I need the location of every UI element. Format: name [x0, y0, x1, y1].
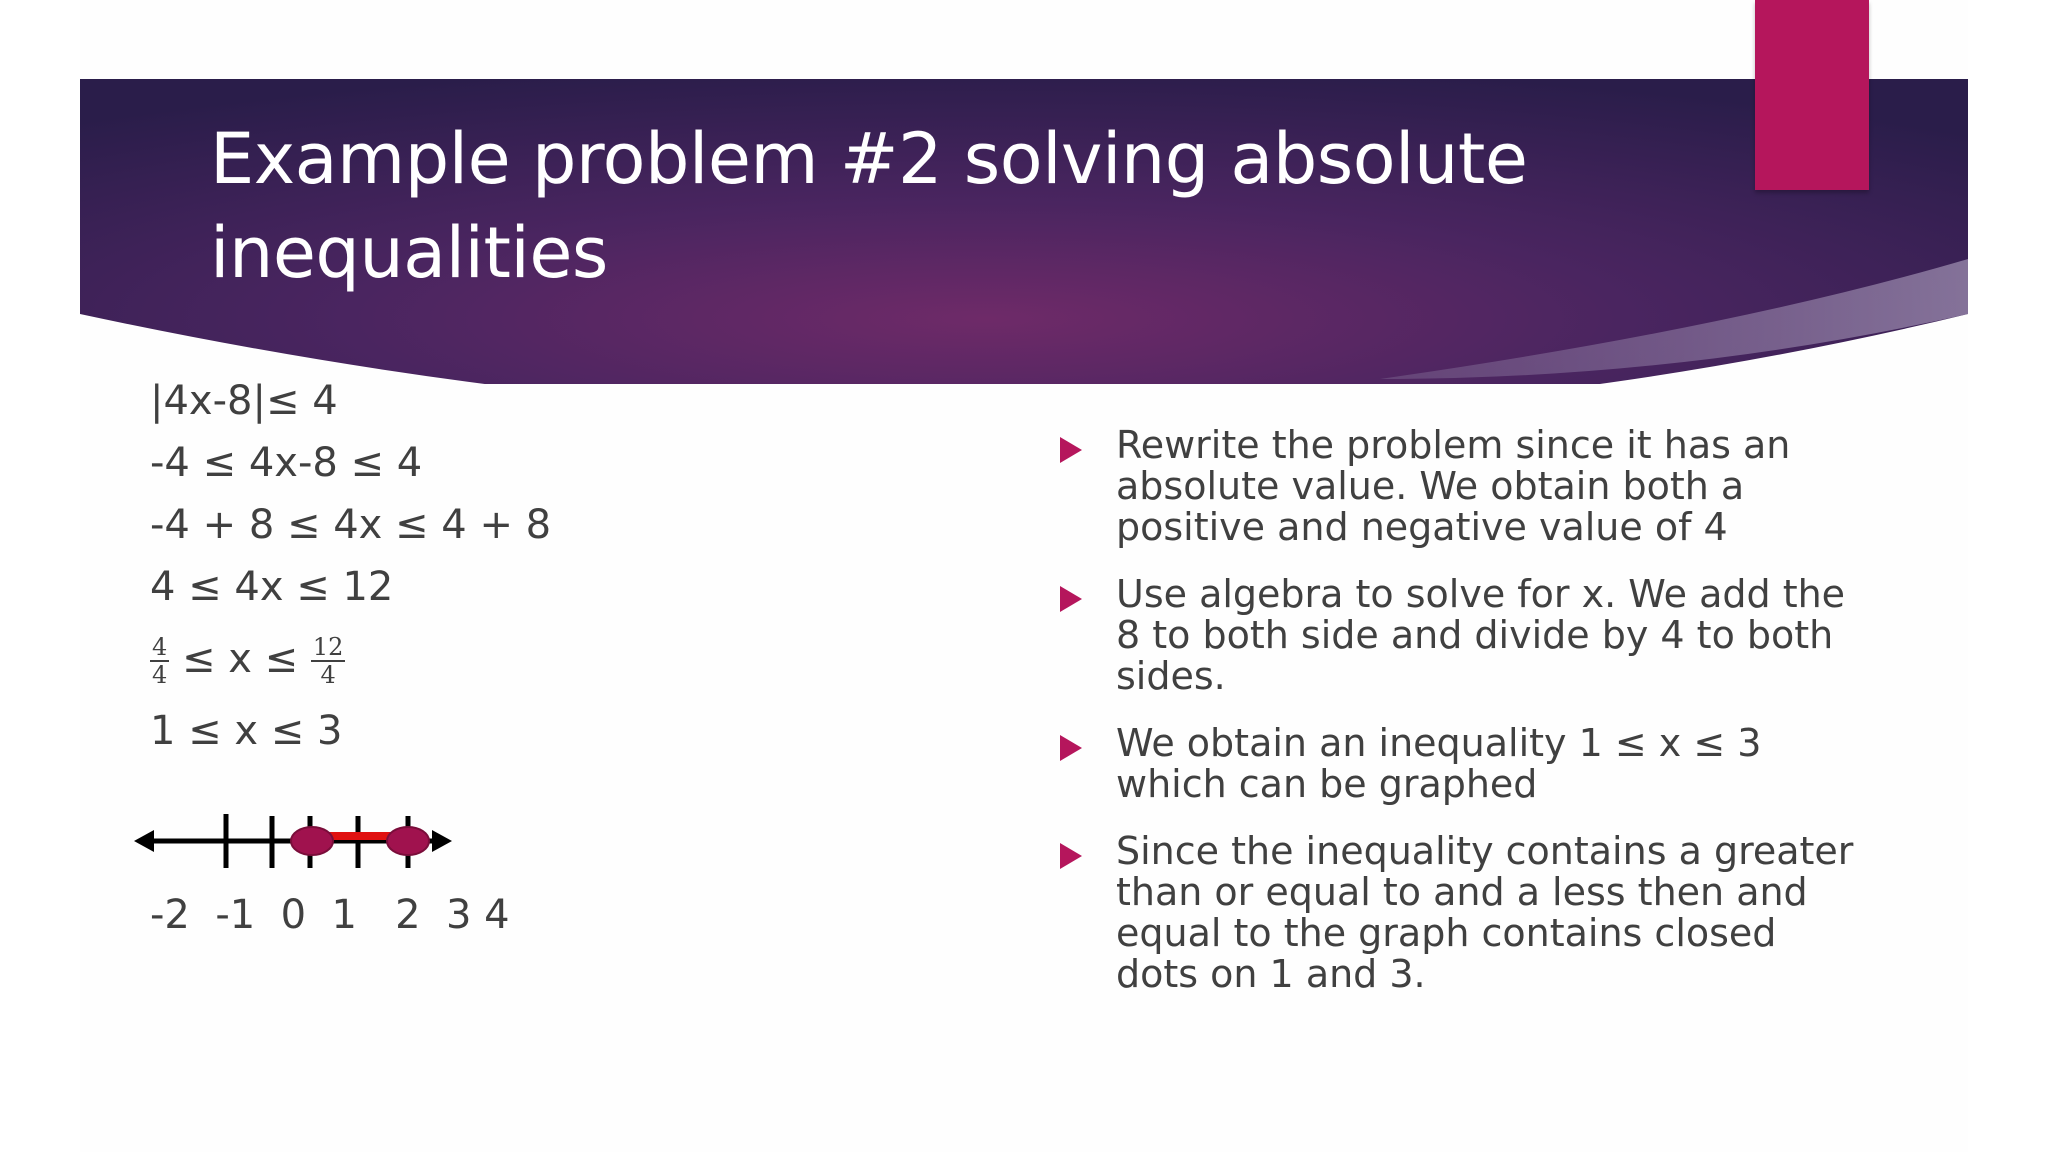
list-item [1060, 425, 1860, 548]
step-text: Since the inequality contains a greater than or equal to and a less then and equal to the graph contains closed dots on 1 and 3. [1116, 829, 1854, 996]
fraction-right [311, 634, 346, 688]
list-item [1060, 723, 1860, 805]
right-arrow-icon [432, 830, 452, 852]
triangle-bullet-icon [1060, 437, 1082, 463]
triangle-bullet-icon [1060, 843, 1082, 869]
accent-tab [1755, 0, 1869, 190]
fraction-right-numerator: 12 [312, 633, 344, 661]
list-item [1060, 574, 1860, 697]
slide-title: Example problem #2 solving absolute inequalities [210, 118, 1528, 294]
list-item [1060, 831, 1860, 995]
step-text: Use algebra to solve for x. We add the 8 to both side and divide by 4 to both sides. [1116, 572, 1846, 698]
closed-dot-1 [291, 827, 333, 855]
closed-dot-3 [387, 827, 429, 855]
math-line-5 [150, 634, 345, 688]
explanation-list [1060, 425, 1860, 1021]
fraction-right-denominator: 4 [320, 661, 336, 689]
math-line-1: |4x-8|≤ 4 [150, 378, 338, 424]
step-text: Rewrite the problem since it has an absolute value. We obtain both a positive and negative value of 4 [1116, 423, 1791, 549]
triangle-bullet-icon [1060, 735, 1082, 761]
fraction-left-numerator: 4 [152, 633, 168, 661]
fraction-left-denominator: 4 [152, 661, 168, 689]
number-line [130, 800, 470, 880]
triangle-bullet-icon [1060, 586, 1082, 612]
math-line-6: 1 ≤ x ≤ 3 [150, 708, 343, 754]
step-text: We obtain an inequality 1 ≤ x ≤ 3 which can be graphed [1116, 721, 1762, 806]
fraction-middle: ≤ x ≤ [182, 636, 299, 682]
fraction-left [150, 634, 169, 688]
number-line-labels: -2 -1 0 1 2 3 4 [150, 892, 510, 938]
math-line-3: -4 + 8 ≤ 4x ≤ 4 + 8 [150, 502, 552, 548]
math-line-2: -4 ≤ 4x-8 ≤ 4 [150, 440, 423, 486]
left-arrow-icon [134, 830, 154, 852]
math-line-4: 4 ≤ 4x ≤ 12 [150, 564, 394, 610]
